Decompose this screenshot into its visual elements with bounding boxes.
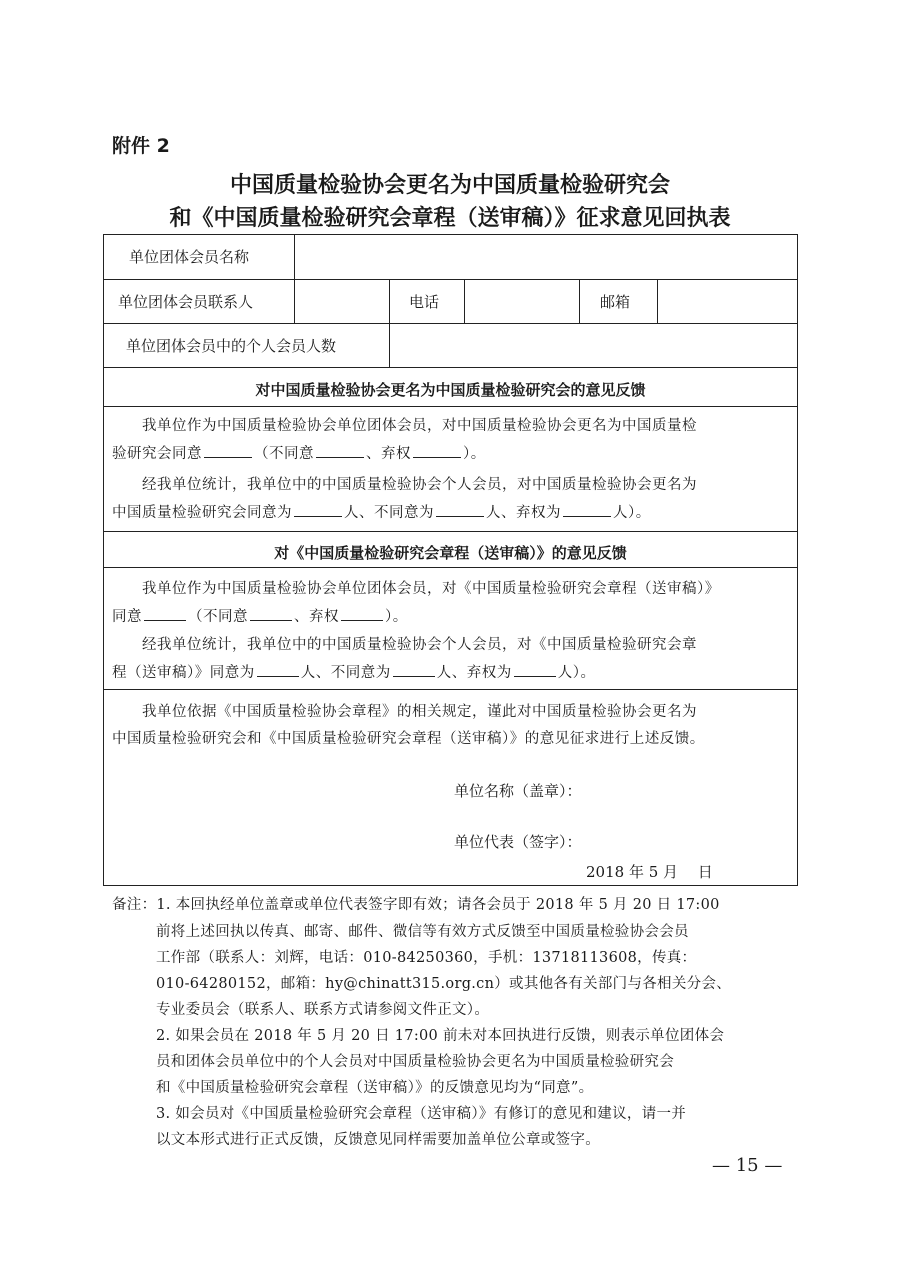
individual-count-field[interactable] xyxy=(391,325,795,365)
abstain-count-blank[interactable] xyxy=(563,515,611,517)
section2-text: 程（送审稿）》同意为 人、不同意为 人、弃权为 人）。 xyxy=(112,665,596,681)
row-divider xyxy=(104,406,797,407)
email-field[interactable] xyxy=(659,281,795,321)
agree-count-blank[interactable] xyxy=(257,675,299,677)
section2-heading: 对《中国质量检验研究会章程（送审稿）》的意见反馈 xyxy=(274,544,627,562)
agree-blank[interactable] xyxy=(204,456,252,458)
seal-label: 单位名称（盖章）： xyxy=(454,782,582,800)
column-divider xyxy=(579,279,580,323)
section1-text: 中国质量检验研究会同意为 人、不同意为 人、弃权为 人）。 xyxy=(112,505,651,521)
individual-count-label: 单位团体会员中的个人会员人数 xyxy=(126,337,337,355)
feedback-form-table xyxy=(103,234,798,886)
disagree-blank[interactable] xyxy=(250,619,292,621)
agree-blank[interactable] xyxy=(144,619,186,621)
abstain-count-blank[interactable] xyxy=(514,675,556,677)
section2-text: 我单位作为中国质量检验协会单位团体会员，对《中国质量检验研究会章程（送审稿）》 xyxy=(142,581,720,597)
section1-text: 验研究会同意 （不同意 、弃权 ）。 xyxy=(112,446,486,462)
column-divider xyxy=(389,279,390,367)
note-line: 3. 如会员对《中国质量检验研究会章程（送审稿）》有修订的意见和建议，请一并 xyxy=(156,1106,687,1122)
section2-text: 经我单位统计，我单位中的中国质量检验协会个人会员，对《中国质量检验研究会章 xyxy=(142,637,697,653)
note-line: 2. 如果会员在 2018 年 5 月 20 日 17:00 前未对本回执进行反馈，则表示单位团体会 xyxy=(156,1028,725,1044)
disagree-blank[interactable] xyxy=(316,456,364,458)
row-divider xyxy=(104,689,797,690)
disagree-count-blank[interactable] xyxy=(436,515,484,517)
attachment-label: 附件 2 xyxy=(112,135,170,157)
column-divider xyxy=(294,235,295,323)
note-line: 和《中国质量检验研究会章程（送审稿）》的反馈意见均为“同意”。 xyxy=(156,1080,594,1096)
note-line: 010-64280152，邮箱：hy@chinatt315.org.cn）或其他各有关部门与各相关分会、 xyxy=(156,976,732,992)
row-divider xyxy=(104,531,797,532)
document-title-line2: 和《中国质量检验研究会章程（送审稿）》征求意见回执表 xyxy=(169,206,731,231)
unit-name-label: 单位团体会员名称 xyxy=(129,248,250,266)
row-divider xyxy=(104,279,797,280)
section1-text: 我单位作为中国质量检验协会单位团体会员，对中国质量检验协会更名为中国质量检 xyxy=(142,418,697,434)
section1-text: 经我单位统计，我单位中的中国质量检验协会个人会员，对中国质量检验协会更名为 xyxy=(142,477,697,493)
column-divider xyxy=(657,279,658,323)
note-line: 员和团体会员单位中的个人会员对中国质量检验协会更名为中国质量检验研究会 xyxy=(156,1054,674,1070)
section3-text: 中国质量检验研究会和《中国质量检验研究会章程（送审稿）》的意见征求进行上述反馈。 xyxy=(112,731,705,747)
date-line: 2018 年 5 月 日 xyxy=(586,863,713,881)
email-label: 邮箱 xyxy=(600,293,631,311)
disagree-count-blank[interactable] xyxy=(393,675,435,677)
contact-label: 单位团体会员联系人 xyxy=(118,293,254,311)
column-divider xyxy=(464,279,465,323)
phone-label: 电话 xyxy=(409,293,440,311)
note-line: 前将上述回执以传真、邮寄、邮件、微信等有效方式反馈至中国质量检验协会会员 xyxy=(156,924,689,940)
section3-text: 我单位依据《中国质量检验协会章程》的相关规定，谨此对中国质量检验协会更名为 xyxy=(142,704,697,720)
note-line: 工作部（联系人：刘辉，电话：010-84250360，手机：13718113608，传真： xyxy=(156,950,697,966)
section1-heading: 对中国质量检验协会更名为中国质量检验研究会的意见反馈 xyxy=(255,381,646,399)
unit-name-field[interactable] xyxy=(296,237,796,277)
row-divider xyxy=(104,367,797,368)
signature-label: 单位代表（签字）： xyxy=(454,833,582,851)
note-line: 以文本形式进行正式反馈，反馈意见同样需要加盖单位公章或签字。 xyxy=(156,1132,600,1148)
note-line: 备注：1. 本回执经单位盖章或单位代表签字即有效；请各会员于 2018 年 5 月 20 日 17:00 xyxy=(112,897,720,913)
abstain-blank[interactable] xyxy=(413,456,461,458)
abstain-blank[interactable] xyxy=(341,619,383,621)
section2-text: 同意 （不同意 、弃权 ）。 xyxy=(112,609,408,625)
phone-field[interactable] xyxy=(466,281,578,321)
contact-field[interactable] xyxy=(296,281,388,321)
note-line: 专业委员会（联系人、联系方式请参阅文件正文）。 xyxy=(156,1002,490,1018)
row-divider xyxy=(104,567,797,568)
agree-count-blank[interactable] xyxy=(294,515,342,517)
row-divider xyxy=(104,323,797,324)
page-number: — 15 — xyxy=(712,1155,783,1176)
document-title-line1: 中国质量检验协会更名为中国质量检验研究会 xyxy=(229,173,670,198)
